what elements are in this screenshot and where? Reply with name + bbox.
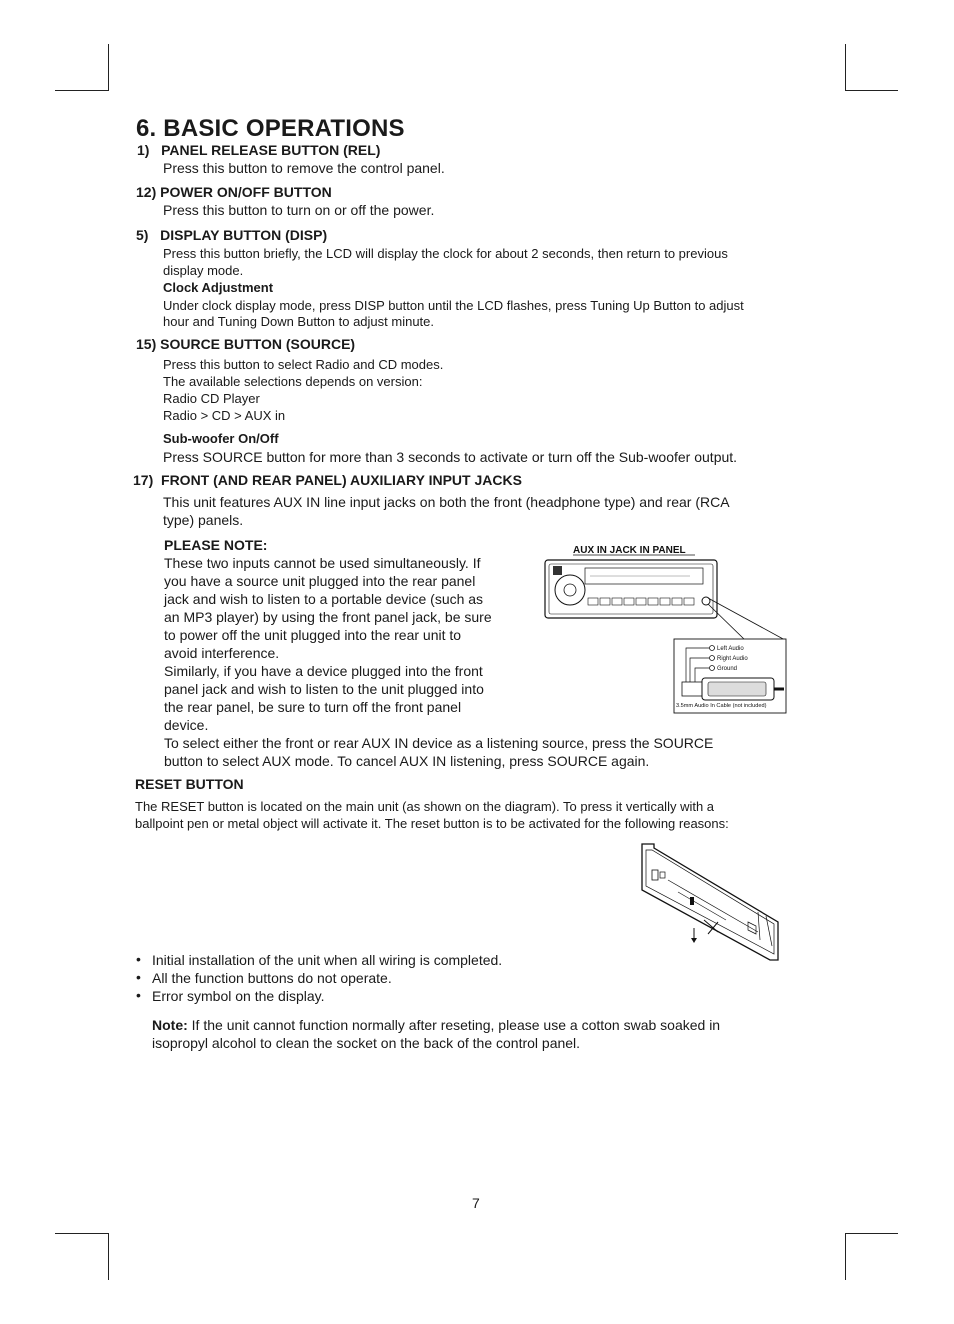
aux-in-figure [540,540,790,718]
please-note-heading: PLEASE NOTE: [164,537,268,553]
aux-select-line: To select either the front or rear AUX IN device as a listening source, press the SOURCE [164,735,714,751]
panel-release-text: Press this button to remove the control panel. [163,160,445,176]
aux-heading: 17) FRONT (AND REAR PANEL) AUXILIARY INPUT JACKS [133,472,522,488]
power-text: Press this button to turn on or off the power. [163,202,435,218]
crop-mark [108,1233,109,1280]
reset-text-line: ballpoint pen or metal object will activate it. The reset button is to be activated for the following reasons: [135,816,729,831]
clock-adjustment-heading: Clock Adjustment [163,280,274,295]
bullet-dot: • [136,987,141,1003]
reset-heading: RESET BUTTON [135,776,244,792]
power-heading: 12) POWER ON/OFF BUTTON [136,184,332,200]
crop-mark [55,1233,108,1234]
reset-text-line: The RESET button is located on the main unit (as shown on the diagram). To press it vertically with a [135,799,715,814]
panel-release-heading: 1) PANEL RELEASE BUTTON (REL) [137,142,381,158]
source-text-line: The available selections depends on version: [163,374,423,389]
source-text-line: Press this button to select Radio and CD modes. [163,357,444,372]
crop-mark [108,44,109,91]
note-line: the rear panel, be sure to turn off the front panel [164,699,462,715]
source-heading: 15) SOURCE BUTTON (SOURCE) [136,336,356,352]
clock-text-line: hour and Tuning Down Button to adjust minute. [163,314,435,329]
aux-intro-line: type) panels. [163,512,244,528]
source-text-line: Radio CD Player [163,391,260,406]
bullet-dot: • [136,951,141,967]
crop-mark [846,1233,898,1234]
bullet-dot: • [136,969,141,985]
clock-text-line: Under clock display mode, press DISP button until the LCD flashes, press Tuning Up Button to adjust [163,298,744,313]
note-line: avoid interference. [164,645,280,661]
display-heading: 5) DISPLAY BUTTON (DISP) [136,227,328,243]
reset-chassis-figure [638,842,786,962]
note-line: Similarly, if you have a device plugged into the front [164,663,483,679]
note-line: panel jack and wish to listen to the unit plugged into [164,681,484,697]
subwoofer-heading: Sub-woofer On/Off [163,431,279,446]
note-line: to power off the unit plugged into the rear unit to [164,627,462,643]
reset-reason-item: Initial installation of the unit when all wiring is completed. [152,952,503,968]
reset-reason-item: Error symbol on the display. [152,988,325,1004]
aux-intro-line: This unit features AUX IN line input jacks on both the front (headphone type) and rear (RCA [163,494,730,510]
cable-label-right-audio: Right Audio [717,656,748,662]
cable-caption: 3.5mm Audio In Cable (not included) [676,703,767,709]
display-text-line: Press this button briefly, the LCD will display the clock for about 2 seconds, then return to previous [163,246,728,261]
cable-label-left-audio: Left Audio [717,646,744,652]
note-label: Note: [152,1017,188,1033]
page-title: 6. BASIC OPERATIONS [136,115,405,142]
page-number: 7 [472,1195,480,1211]
note-text-line: isopropyl alcohol to clean the socket on the back of the control panel. [152,1035,581,1051]
reset-reason-item: All the function buttons do not operate. [152,970,392,986]
aux-select-line: button to select AUX mode. To cancel AUX IN listening, press SOURCE again. [164,753,650,769]
display-text-line: display mode. [163,263,244,278]
aux-figure-caption: AUX IN JACK IN PANEL [573,545,686,556]
crop-mark [846,90,898,91]
subwoofer-text: Press SOURCE button for more than 3 seconds to activate or turn off the Sub-woofer output. [163,449,738,465]
note-line: device. [164,717,209,733]
note-line: jack and wish to listen to a portable device (such as [164,591,484,607]
crop-mark [845,44,846,91]
note-line: These two inputs cannot be used simultaneously. If [164,555,481,571]
cable-label-ground: Ground [717,666,738,672]
note-line: an MP3 player) by using the front panel jack, be sure [164,609,492,625]
crop-mark [845,1233,846,1280]
crop-mark [55,90,108,91]
head-unit-illustration [545,560,717,618]
note-line: you have a source unit plugged into the rear panel [164,573,476,589]
source-text-line: Radio > CD > AUX in [163,408,286,423]
note-text-line: If the unit cannot function normally after reseting, please use a cotton swab soaked in [191,1017,721,1033]
reset-note [152,1016,782,1034]
